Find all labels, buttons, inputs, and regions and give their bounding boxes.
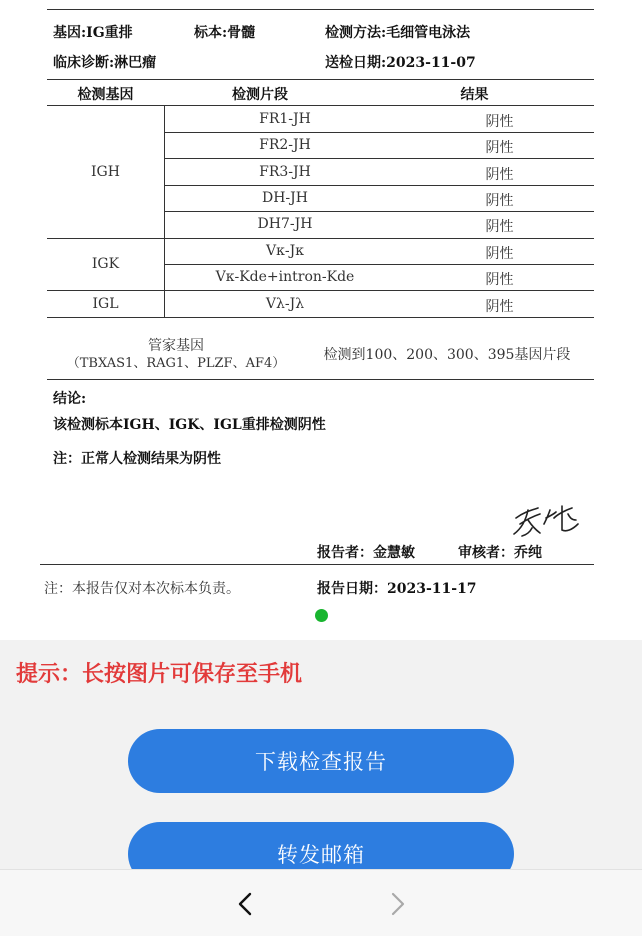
save-tip: 提示：长按图片可保存至手机 <box>16 662 303 687</box>
table-bottom-border <box>47 379 594 380</box>
segment-cell: Vλ-Jλ <box>265 296 305 312</box>
conclusion-note: 注：正常人检测结果为阴性 <box>53 451 221 467</box>
group-divider <box>47 317 594 318</box>
col-header-gene: 检测基因 <box>77 87 134 103</box>
segment-cell: Vκ-Kde+intron-Kde <box>215 269 355 285</box>
gene-label-igh: IGH <box>91 164 120 180</box>
segment-cell: DH7-JH <box>257 216 313 232</box>
signature-divider <box>40 564 594 565</box>
conclusion-title: 结论: <box>53 391 87 407</box>
table-divider <box>47 105 594 106</box>
segment-cell: FR1-JH <box>259 111 311 127</box>
result-cell: 阴性 <box>485 299 514 315</box>
row-divider <box>165 185 594 186</box>
segment-cell: Vκ-Jκ <box>266 243 304 259</box>
row-divider <box>165 211 594 212</box>
result-cell: 阴性 <box>485 140 514 156</box>
download-report-button[interactable]: 下载检查报告 <box>128 729 514 793</box>
group-divider <box>47 290 594 291</box>
result-cell: 阴性 <box>485 246 514 262</box>
report-date: 报告日期：2023-11-17 <box>317 581 477 597</box>
housekeeping-result: 检测到100、200、300、395基因片段 <box>323 347 571 363</box>
col-header-result: 结果 <box>460 87 489 103</box>
segment-cell: DH-JH <box>262 190 308 206</box>
row-divider <box>165 264 594 265</box>
gene-label-igl: IGL <box>92 296 119 312</box>
submission-date: 送检日期:2023-11-07 <box>325 55 476 71</box>
column-divider <box>164 106 165 317</box>
reviewer: 审核者：乔纯 <box>458 545 542 561</box>
result-cell: 阴性 <box>485 219 514 235</box>
gene-label-igk: IGK <box>91 256 120 272</box>
housekeeping-genes: （TBXAS1、RAG1、PLZF、AF4） <box>66 356 286 371</box>
test-method: 检测方法:毛细管电泳法 <box>325 25 471 41</box>
result-cell: 阴性 <box>485 167 514 183</box>
segment-cell: FR2-JH <box>259 137 311 153</box>
row-divider <box>165 132 594 133</box>
housekeeping-label: 管家基因 <box>148 338 204 354</box>
disclaimer: 注：本报告仅对本次标本负责。 <box>44 581 240 597</box>
sample-type: 标本:骨髓 <box>194 25 256 41</box>
row-divider <box>165 158 594 159</box>
group-divider <box>47 238 594 239</box>
forward-arrow-icon[interactable] <box>383 890 411 918</box>
conclusion-text: 该检测标本IGH、IGK、IGL重排检测阴性 <box>53 417 326 433</box>
reporter: 报告者：金慧敏 <box>317 545 415 561</box>
table-divider <box>47 79 594 80</box>
col-header-segment: 检测片段 <box>232 87 288 103</box>
segment-cell: FR3-JH <box>259 164 311 180</box>
result-cell: 阴性 <box>485 272 514 288</box>
clinical-diagnosis: 临床诊断:淋巴瘤 <box>53 55 157 71</box>
table-top-border <box>47 9 594 10</box>
status-dot <box>315 609 328 622</box>
bottom-nav-bar <box>0 869 642 936</box>
forward-email-button[interactable]: 转发邮箱 <box>128 822 514 886</box>
result-cell: 阴性 <box>485 193 514 209</box>
result-cell: 阴性 <box>485 114 514 130</box>
back-arrow-icon[interactable] <box>232 890 260 918</box>
gene-type: 基因:IG重排 <box>53 25 133 41</box>
signature-image <box>510 500 585 538</box>
